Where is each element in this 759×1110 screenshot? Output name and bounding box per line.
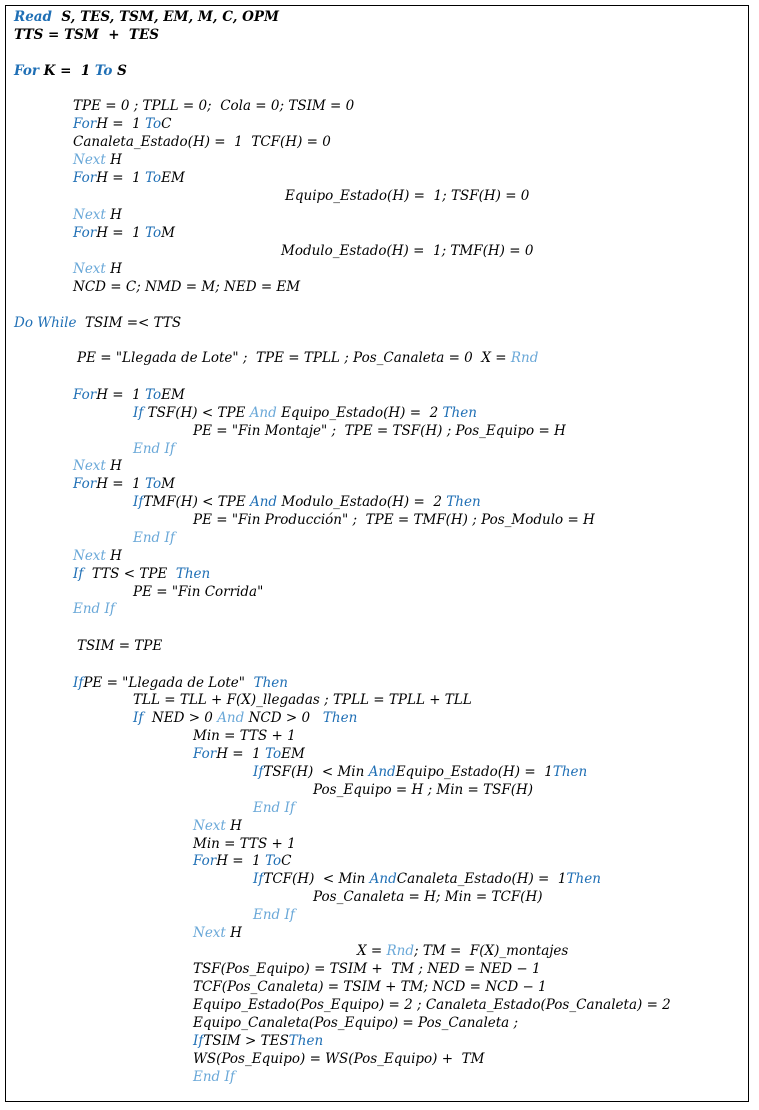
code-line xyxy=(14,314,181,332)
code-text: Pos_Equipo = H ; Min = TSF(H) xyxy=(313,782,534,798)
code-text: S, TES, TSM, EM, M, C, OPM xyxy=(56,9,279,25)
code-line xyxy=(73,674,288,692)
code-line xyxy=(73,151,122,169)
code-text: H = 1 xyxy=(96,225,146,241)
code-keyword: End If xyxy=(253,907,295,923)
code-keyword: To xyxy=(265,746,282,762)
code-text: H = 1 xyxy=(96,476,146,492)
code-keyword: To xyxy=(265,853,282,869)
code-keyword: Next xyxy=(193,925,231,941)
code-line xyxy=(77,637,162,655)
code-line xyxy=(133,583,263,601)
code-text: Pos_Canaleta = H; Min = TCF(H) xyxy=(313,889,543,905)
code-line xyxy=(193,960,541,978)
code-keyword: Then xyxy=(175,566,211,582)
code-text: NCD = C; NMD = M; NED = EM xyxy=(73,279,301,295)
code-line xyxy=(193,817,242,835)
code-keyword: Rnd xyxy=(386,943,415,959)
code-keyword: Then xyxy=(552,764,588,780)
code-line xyxy=(73,97,354,115)
code-keyword: End If xyxy=(133,441,175,457)
code-text: PE = "Fin Corrida" xyxy=(133,584,264,600)
code-keyword: If xyxy=(193,1033,204,1049)
code-keyword: Then xyxy=(446,494,481,510)
code-keyword: For xyxy=(73,387,97,403)
code-text: TSF(H) < TPE xyxy=(147,405,250,421)
code-text: H = 1 xyxy=(96,116,146,132)
code-text: Min = TTS + 1 xyxy=(193,728,296,744)
code-text: H = 1 xyxy=(96,387,146,403)
code-line xyxy=(73,133,331,151)
code-line xyxy=(73,547,122,565)
code-keyword: End If xyxy=(193,1069,235,1085)
code-text: H xyxy=(230,925,242,941)
code-line xyxy=(193,422,566,440)
code-keyword: If xyxy=(133,710,148,726)
code-line xyxy=(193,1068,235,1086)
code-keyword: Read xyxy=(14,9,57,25)
code-keyword: For xyxy=(14,63,44,79)
code-line xyxy=(253,799,295,817)
code-text: TCF(Pos_Canaleta) = TSIM + TM; NCD = NCD − 1 xyxy=(193,979,547,995)
code-line xyxy=(193,996,671,1014)
code-text: PE = "Fin Producción" ; TPE = TMF(H) ; Pos_Modulo = H xyxy=(193,512,595,528)
code-line xyxy=(133,529,175,547)
code-line xyxy=(313,888,543,906)
code-text: X = xyxy=(357,943,387,959)
code-text: TSIM > TES xyxy=(203,1033,289,1049)
code-text: TSIM = TPE xyxy=(77,638,163,654)
code-text: M xyxy=(161,476,175,492)
code-keyword: Next xyxy=(73,458,111,474)
code-text: TSF(Pos_Equipo) = TSIM + TM ; NED = NED − 1 xyxy=(193,961,541,977)
code-line xyxy=(73,169,185,187)
code-line xyxy=(133,709,357,727)
code-line xyxy=(73,386,185,404)
code-keyword: Next xyxy=(73,261,111,277)
code-line xyxy=(73,565,210,583)
code-text: H = 1 xyxy=(216,853,266,869)
code-line xyxy=(133,440,175,458)
code-keyword: If xyxy=(133,405,148,421)
code-text: H xyxy=(110,548,122,564)
code-text: C xyxy=(281,853,292,869)
code-line xyxy=(14,26,159,44)
code-keyword: Next xyxy=(73,207,111,223)
code-keyword: To xyxy=(145,387,162,403)
code-line xyxy=(73,278,300,296)
code-keyword: To xyxy=(145,170,162,186)
code-keyword: For xyxy=(73,476,97,492)
code-text: S xyxy=(117,63,127,79)
code-text: H = 1 xyxy=(216,746,266,762)
code-keyword: To xyxy=(145,476,162,492)
code-line xyxy=(14,8,279,26)
code-keyword: For xyxy=(193,746,217,762)
code-text: NCD > 0 xyxy=(248,710,323,726)
code-keyword: If xyxy=(73,675,84,691)
code-keyword: For xyxy=(193,853,217,869)
code-line xyxy=(73,457,122,475)
code-keyword: And xyxy=(369,871,397,887)
code-text: EM xyxy=(161,387,185,403)
code-text: Equipo_Estado(H) = 1; TSF(H) = 0 xyxy=(285,188,530,204)
code-keyword: And xyxy=(368,764,396,780)
code-keyword: And xyxy=(249,494,282,510)
code-line xyxy=(193,835,296,853)
code-text: PE = "Llegada de Lote" ; TPE = TPLL ; Pos_Canaleta = 0 X = xyxy=(77,350,511,366)
code-text: TSIM =< TTS xyxy=(80,315,182,331)
code-text: TSF(H) < Min xyxy=(263,764,369,780)
code-line xyxy=(193,1032,323,1050)
code-text: TPE = 0 ; TPLL = 0; Cola = 0; TSIM = 0 xyxy=(73,98,355,114)
code-text: NED > 0 xyxy=(147,710,218,726)
code-text: Canaleta_Estado(H) = 1 xyxy=(396,871,567,887)
code-line xyxy=(14,62,127,80)
code-line xyxy=(357,942,568,960)
code-keyword: End If xyxy=(133,530,175,546)
code-text: TTS = TSM + TES xyxy=(14,27,160,43)
code-line xyxy=(77,349,538,367)
code-keyword: Then xyxy=(288,1033,324,1049)
code-text: PE = "Llegada de Lote" xyxy=(83,675,254,691)
code-line xyxy=(73,115,172,133)
code-line xyxy=(253,763,587,781)
code-line xyxy=(253,870,601,888)
code-keyword: Then xyxy=(322,710,358,726)
code-text: H xyxy=(110,261,122,277)
code-text: H xyxy=(110,207,122,223)
code-line xyxy=(281,242,533,260)
code-line xyxy=(193,924,242,942)
code-line xyxy=(73,260,122,278)
code-keyword: For xyxy=(73,225,97,241)
code-keyword: To xyxy=(145,225,162,241)
code-line xyxy=(193,852,292,870)
code-keyword: Rnd xyxy=(510,350,539,366)
code-line xyxy=(73,224,175,242)
code-text: TTS < TPE xyxy=(87,566,176,582)
code-text: TMF(H) < TPE xyxy=(143,494,250,510)
code-text: Equipo_Estado(H) = 2 xyxy=(281,405,443,421)
code-text: H xyxy=(110,152,122,168)
code-keyword: If xyxy=(73,566,88,582)
code-text: EM xyxy=(161,170,185,186)
code-keyword: To xyxy=(145,116,162,132)
code-text: K = 1 xyxy=(43,63,95,79)
code-text: M xyxy=(161,225,175,241)
code-keyword: Next xyxy=(193,818,231,834)
code-line xyxy=(133,404,477,422)
code-keyword: End If xyxy=(73,601,115,617)
code-keyword: If xyxy=(253,764,264,780)
code-line xyxy=(133,691,472,709)
code-keyword: If xyxy=(133,494,144,510)
code-text: Equipo_Estado(Pos_Equipo) = 2 ; Canaleta_Estado(Pos_Canaleta) = 2 xyxy=(193,997,671,1013)
code-text: C xyxy=(161,116,172,132)
code-keyword: End If xyxy=(253,800,295,816)
code-text: H xyxy=(230,818,242,834)
code-line xyxy=(193,511,595,529)
code-line xyxy=(193,1050,484,1068)
code-keyword: Then xyxy=(442,405,477,421)
code-keyword: For xyxy=(73,116,97,132)
code-line xyxy=(285,187,529,205)
code-text: WS(Pos_Equipo) = WS(Pos_Equipo) + TM xyxy=(193,1051,485,1067)
code-line xyxy=(193,745,305,763)
code-text: TLL = TLL + F(X)_llegadas ; TPLL = TPLL + TLL xyxy=(133,692,472,708)
code-keyword: And xyxy=(249,405,282,421)
code-text: PE = "Fin Montaje" ; TPE = TSF(H) ; Pos_Equipo = H xyxy=(193,423,566,439)
code-line xyxy=(73,600,115,618)
code-keyword: Next xyxy=(73,152,111,168)
code-line xyxy=(313,781,533,799)
code-line xyxy=(73,206,122,224)
code-line xyxy=(73,475,175,493)
code-keyword: Next xyxy=(73,548,111,564)
code-text: H = 1 xyxy=(96,170,146,186)
code-text: Modulo_Estado(H) = 1; TMF(H) = 0 xyxy=(281,243,534,259)
code-line xyxy=(193,1014,518,1032)
code-keyword: Do While xyxy=(14,315,81,331)
code-line xyxy=(193,978,547,996)
code-keyword: To xyxy=(94,63,118,79)
code-text: Equipo_Estado(H) = 1 xyxy=(395,764,553,780)
code-text: Equipo_Canaleta(Pos_Equipo) = Pos_Canaleta ; xyxy=(193,1015,519,1031)
code-text: Modulo_Estado(H) = 2 xyxy=(281,494,447,510)
code-text: EM xyxy=(281,746,305,762)
code-line xyxy=(193,727,296,745)
code-keyword: And xyxy=(217,710,249,726)
code-text: Canaleta_Estado(H) = 1 TCF(H) = 0 xyxy=(73,134,331,150)
code-line xyxy=(253,906,295,924)
code-text: TCF(H) < Min xyxy=(263,871,370,887)
code-keyword: For xyxy=(73,170,97,186)
code-text: ; TM = F(X)_montajes xyxy=(414,943,569,959)
code-text: H xyxy=(110,458,122,474)
code-line xyxy=(133,493,481,511)
code-keyword: Then xyxy=(253,675,288,691)
code-keyword: Then xyxy=(566,871,601,887)
code-text: Min = TTS + 1 xyxy=(193,836,296,852)
code-keyword: If xyxy=(253,871,264,887)
